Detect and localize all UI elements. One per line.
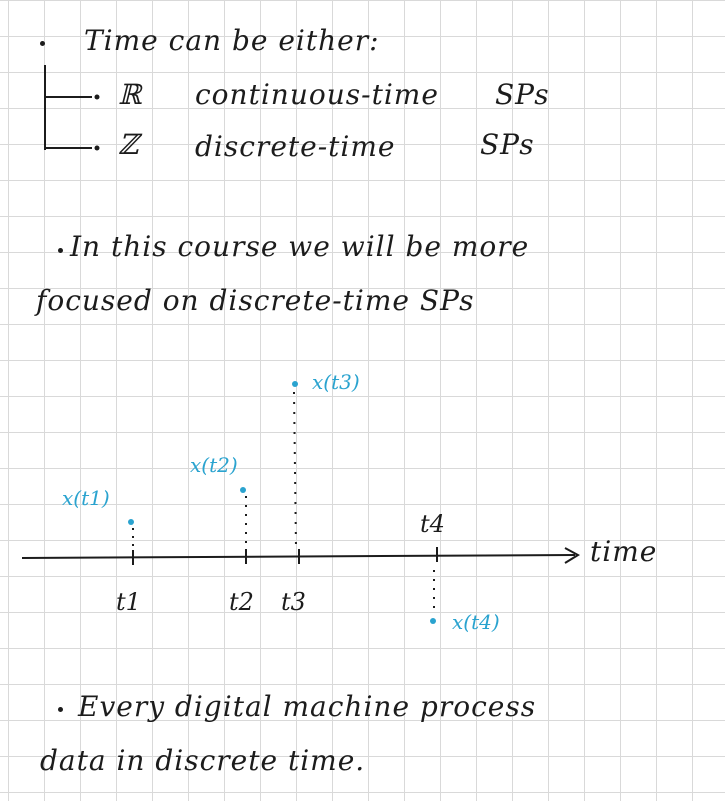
sample-label-t4: x(t4) — [452, 610, 500, 634]
sample-label-t1: x(t1) — [62, 486, 110, 510]
stem-t3 — [294, 392, 296, 548]
course-note-line2: focused on discrete-time SPs — [36, 284, 475, 317]
sample-dot-t2 — [240, 487, 246, 493]
axis-label-time: time — [590, 535, 658, 568]
int-suffix: SPs — [480, 128, 535, 161]
sample-dot-t1 — [128, 519, 134, 525]
closing-line1: Every digital machine process — [78, 690, 537, 723]
int-label: discrete-time — [195, 130, 396, 163]
sample-dot-t3 — [292, 381, 298, 387]
real-suffix: SPs — [495, 78, 550, 111]
tick-label-t1: t1 — [116, 588, 141, 616]
tick-label-t2: t2 — [229, 588, 254, 616]
closing-line2: data in discrete time. — [40, 744, 366, 777]
bullet-dot — [58, 707, 63, 712]
intro-heading: Time can be either: — [84, 24, 380, 57]
course-note-line1: In this course we will be more — [70, 230, 530, 263]
tick-label-t4: t4 — [420, 510, 445, 538]
tick-label-t3: t3 — [281, 588, 306, 616]
sample-label-t3: x(t3) — [312, 370, 360, 394]
sample-dot-t4 — [430, 618, 436, 624]
sample-label-t2: x(t2) — [190, 453, 238, 477]
real-label: continuous-time — [195, 78, 439, 111]
real-symbol: ℝ — [118, 78, 143, 111]
int-symbol: ℤ — [118, 128, 140, 161]
